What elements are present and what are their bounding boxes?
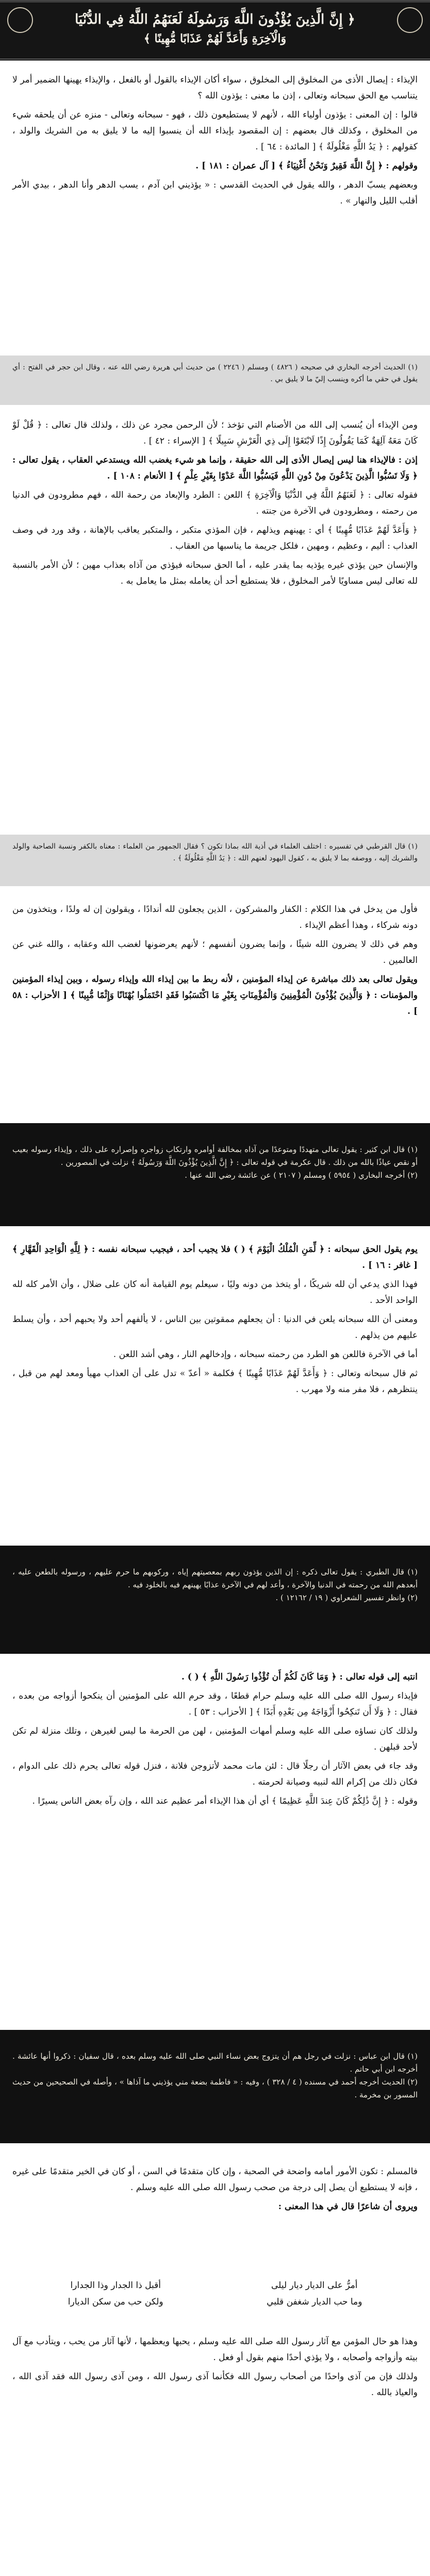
- paragraph: وهذا هو حال المؤمن مع آثار رسول الله صلى الله عليه وسلم ، يحبها ويعظمها ، لأنها آثار من يحب ، ويتأدب مع آل بيته وأزواجه وأصحابه ، ولا يؤذي أحدًا منهم بقول أو فعل .: [12, 2336, 418, 2363]
- commentary-section-7: [12, 2334, 418, 2404]
- paragraph: وقوله : ﴿ إِنَّ ذَٰلِكُمْ كَانَ عِندَ اللَّهِ عَظِيمًا ﴾ أي أن هذا الإيذاء أمر عظيم عند الله ، وإن رآه بعض الناس يسيرًا .: [32, 1796, 418, 1806]
- paragraph: والإنسان حين يؤذي غيره يؤذيه بما يقدر عليه ، أما الحق سبحانه فيؤذي من آذاه بعذاب مهين ؛ لأن الأمر بالنسبة لله تعالى ليس مساويًا لأمر المخلوق ، فلا يستطيع أحد أن يعامله بمثل ما يعامل به .: [12, 560, 418, 586]
- paragraph: ومن الإيذاء أن يُنسب إلى الله من الأصنام التي تؤخذ ؛ لأن الرحمن مجرد عن ذلك ، ولذلك قال تعالى : ﴿ قُلْ لَوْ كَانَ مَعَهُ آلِهَةٌ كَمَا يَقُولُونَ إِذًا لَابْتَغَوْا إِلَى ذِي الْعَرْشِ سَبِيلًا ﴾ [ الإسراء : ٤٢ ] .: [12, 420, 418, 446]
- paragraph: ولذلك كان نساؤه صلى الله عليه وسلم أمهات المؤمنين ، لهن من الحرمة ما ليس لغيرهن ، وتلك منزلة لم تكن لأحد قبلهن .: [12, 1726, 418, 1752]
- paragraph: إذن : فالإيذاء هنا ليس إيصال الأذى إلى الله حقيقة ، وإنما هو شيء يغضب الله ويستدعي العقاب ، يقول تعالى : ﴿ وَلَا تَسُبُّوا الَّذِينَ يَدْعُونَ مِنْ دُونِ اللَّهِ فَيَسُبُّوا اللَّهَ عَدْوًا بِغَيْرِ عِلْمٍ ﴾ [ الأنعام : ١٠٨ ] .: [12, 455, 418, 481]
- verse-banner-top: [0, 0, 430, 61]
- paragraph: يوم يقول الحق سبحانه : ﴿ لِّمَنِ الْمُلْكُ الْيَوْمَ ﴾ ( ) فلا يجيب أحد ، فيجيب سبحانه نفسه : ﴿ لِلَّهِ الْوَاحِدِ الْقَهَّارِ ﴾ [ غافر : ١٦ ] .: [12, 1244, 418, 1270]
- footnote-text: (١) الحديث أخرجه البخاري في صحيحه ( ٤٨٢٦ ) ومسلم ( ٢٢٤٦ ) من حديث أبي هريرة رضي الله عنه ، وقال ابن حجر في الفتح : أي يقول في حقي ما أكره وينسب إليّ ما لا يليق بي .: [12, 363, 418, 383]
- footnote-text: (١) قال الطبري : يقول تعالى ذكره : إن الذين يؤذون ربهم بمعصيتهم إياه ، وركوبهم ما حرم عليهم ، ورسوله بالطعن عليه ، أبعدهم الله من رحمته في الدنيا والآخرة ، وأعد لهم في الآخرة عذابًا يهينهم فيه بالخلود فيه . (٢) وانظر تفسير الشعراوي ( ١٩ / ١٢١٦٢ ) .: [12, 1567, 418, 1602]
- paragraph: أما في الآخرة فاللعن هو الطرد من رحمته سبحانه ، وإدخالهم النار ، وهي أشد اللعن .: [113, 1349, 418, 1360]
- commentary-section-4: [12, 1242, 418, 1401]
- paragraph: فالمسلم : تكون الأمور أمامه واضحة في الصحبة ، وإن كان متقدمًا في السن ، أو كان في الخير متقدمًا على غيره ، فإنه لا يستطيع أن يصل إلى درجة من صحب رسول الله صلى الله عليه وسلم .: [12, 2166, 418, 2193]
- commentary-section-3: [12, 902, 418, 1023]
- paragraph: ويقول تعالى بعد ذلك مباشرة عن إيذاء المؤمنين ، لأنه ربط ما بين إيذاء الله وإيذاء رسوله ، وبين إيذاء المؤمنين والمؤمنات : ﴿ وَالَّذِينَ يُؤْذُونَ الْمُؤْمِنِينَ وَالْمُؤْمِنَاتِ بِغَيْرِ مَا اكْتَسَبُوا فَقَدِ احْتَمَلُوا بُهْتَانًا وَإِثْمًا مُّبِينًا ﴾ [ الأحزاب : ٥٨ ] .: [12, 974, 418, 1016]
- footnote-text: (١) قال ابن كثير : يقول تعالى متهددًا ومتوعدًا من آذاه بمخالفة أوامره وارتكاب زواجره وإصراره على ذلك ، وإيذاء رسوله بعيب أو نقص عياذًا بالله من ذلك . قال عكرمة في قوله تعالى : ﴿ إِنَّ الَّذِينَ يُؤْذُونَ اللَّهَ وَرَسُولَهُ ﴾ نزلت في المصورين . (٢) أخرجه البخاري ( ٥٩٥٤ ) ومسلم ( ٢١٠٧ ) عن عائشة رضي الله عنها .: [12, 1145, 418, 1180]
- paragraph: ﴿ وَأَعَدَّ لَهُمْ عَذَابًا مُّهِينًا ﴾ أي : يهينهم ويذلهم ، فإن المؤذي متكبر ، والمتكبر يعاقب بالإهانة ، وقد ورد في وصف العذاب : أليم ، وعظيم ، ومهين ، فلكل جريمة ما يناسبها من العقاب .: [12, 525, 418, 551]
- hemistich: أقبل ذا الجدار وذا الجدارا: [70, 2280, 161, 2291]
- paragraph: الإيذاء : إيصال الأذى من المخلوق إلى المخلوق ، سواء أكان الإيذاء بالقول أو بالفعل ، والإيذاء يهينها الضمير أمر لا يتناسب مع الحق سبحانه وتعالى ، إذن ما معنى : يؤذون الله ؟: [12, 75, 418, 101]
- commentary-section-1: [12, 72, 418, 212]
- paragraph: فإيذاء رسول الله صلى الله عليه وسلم حرام قطعًا ، وقد حرم الله على المؤمنين أن ينكحوا أزواجه من بعده ، فقال : ﴿ وَلَا أَن تَنكِحُوا أَزْوَاجَهُ مِن بَعْدِهِ أَبَدًا ﴾ [ الأحزاب : ٥٣ ] .: [12, 1691, 418, 1717]
- paragraph: فقوله تعالى : ﴿ لَعَنَهُمُ اللَّهُ فِي الدُّنْيَا وَالْآخِرَةِ ﴾ اللعن : الطرد والإبعاد من رحمة الله ، فهم مطرودون في الدنيا من رحمته ، ومطرودون في الآخرة من جنته .: [12, 490, 418, 516]
- footnote-box: [0, 355, 430, 405]
- commentary-section-5: [12, 1669, 418, 1812]
- commentary-section-2: [12, 417, 418, 592]
- hemistich: ولكن حب من سكن الديارا: [68, 2297, 163, 2307]
- paragraph: ومعنى أن الله سبحانه يلعن في الدنيا : أن يجعلهم ممقوتين بين الناس ، لا يألفهم أحد ولا يحبهم أحد ، وأن يسلط عليهم من يذلهم .: [12, 1314, 418, 1341]
- hemistich: أمرُّ على الديار ديار ليلى: [271, 2280, 358, 2291]
- ornament-icon: [7, 7, 33, 33]
- paragraph: وقد جاء في بعض الآثار أن رجلًا قال : لئن مات محمد لأتزوجن فلانة ، فنزل قوله تعالى يحرم ذلك على الدوام ، فكان ذلك من إكرام الله لنبيه وصيانة لحرمته .: [12, 1761, 418, 1787]
- footnote-dark-box: [0, 1546, 430, 1654]
- paragraph: وهم في ذلك لا يضرون الله شيئًا ، وإنما يضرون أنفسهم ؛ لأنهم يعرضونها لغضب الله وعقابه ، والله غني عن العالمين .: [12, 939, 418, 965]
- paragraph: وبعضهم يسبّ الدهر ، والله يقول في الحديث القدسي : « يؤذيني ابن آدم ، يسب الدهر وأنا الدهر ، بيدي الأمر أقلب الليل والنهار » .: [12, 180, 418, 206]
- footnote-text: (١) قال القرطبي في تفسيره : اختلف العلماء في أذية الله بماذا تكون ؟ فقال الجمهور من العلماء : معناه بالكفر ونسبة الصاحبة والولد والشريك إليه ، ووصفه بما لا يليق به ، كقول اليهود لعنهم الله : ﴿ يَدُ اللَّهِ مَغْلُولَةٌ ﴾ .: [12, 842, 418, 862]
- footnote-dark-box: [0, 2030, 430, 2143]
- verse-line-1: ﴿ إِنَّ الَّذِينَ يُؤْذُونَ اللَّهَ وَرَسُولَهُ لَعَنَهُمُ اللَّهُ فِي الدُّنْيَا: [75, 12, 355, 27]
- poem-verses: [31, 2277, 399, 2310]
- paragraph: ولذلك فإن من آذى واحدًا من أصحاب رسول الله فكأنما آذى رسول الله ، ومن آذى رسول الله فقد آذى الله ، والعياذ بالله .: [12, 2371, 418, 2398]
- paragraph: انتبه إلى قوله تعالى : ﴿ وَمَا كَانَ لَكُمْ أَن تُؤْذُوا رَسُولَ اللَّهِ ﴾ ( ) .: [181, 1672, 418, 1682]
- paragraph: وقولهم : ﴿ إِنَّ اللَّهَ فَقِيرٌ وَنَحْنُ أَغْنِيَاءُ ﴾ [ آل عمران : ١٨١ ] .: [195, 161, 418, 171]
- paragraph: ويروى أن شاعرًا قال في هذا المعنى :: [278, 2201, 418, 2212]
- paragraph: ثم قال سبحانه وتعالى : ﴿ وَأَعَدَّ لَهُمْ عَذَابًا مُّهِينًا ﴾ فكلمة « أعدّ » تدل على أن العذاب مهيأ ومعد لهم من قبل ، ينتظرهم ، فلا مفر منه ولا مهرب .: [12, 1368, 418, 1395]
- paragraph: فهذا الذي يدعي أن لله شريكًا ، أو يتخذ من دونه وليًا ، سيعلم يوم القيامة أنه كان على ضلال ، وأن الأمر كله لله الواحد الأحد .: [12, 1279, 418, 1306]
- verse-line-2: وَالْآخِرَةِ وَأَعَدَّ لَهُمْ عَذَابًا مُّهِينًا ﴾: [143, 32, 287, 45]
- footnote-box: [0, 835, 430, 886]
- poem-line: [31, 2294, 399, 2310]
- paragraph: فأول من يدخل في هذا الكلام : الكفار والمشركون ، الذين يجعلون لله أندادًا ، ويقولون إن له ولدًا ، ويتخذون من دونه شركاء ، وهذا أعظم الإيذاء .: [12, 904, 418, 930]
- footnote-text: (١) قال ابن عباس : نزلت في رجل هم أن يتزوج بعض نساء النبي صلى الله عليه وسلم بعده ، قال سفيان : ذكروا أنها عائشة . أخرجه ابن أبي حاتم . (٢) الحديث أخرجه أحمد في مسنده ( ٤ / ٣٢٨ ) ، وفيه : « فاطمة بضعة مني يؤذيني ما آذاها » ، وأصله في الصحيحين من حديث المسور بن مخرمة .: [12, 2052, 418, 2099]
- footnote-dark-box: [0, 1123, 430, 1226]
- poem-line: [31, 2277, 399, 2294]
- paragraph: قالوا : إن المعنى : يؤذون أولياء الله ، لأنهم لا يستطيعون ذلك ، فهو - سبحانه وتعالى - منزه عن أن يلحقه شيء من المخلوق ، وكذلك قال بعضهم : إن المقصود بإيذاء الله أن ينسبوا إليه ما لا يليق به من الشريك والولد ، كقولهم : ﴿ يَدُ اللَّهِ مَغْلُولَةٌ ﴾ [ المائدة : ٦٤ ] .: [12, 110, 418, 152]
- commentary-section-6: [12, 2164, 418, 2218]
- ornament-icon: [397, 7, 423, 33]
- hemistich: وما حب الديار شغفن قلبي: [267, 2297, 362, 2307]
